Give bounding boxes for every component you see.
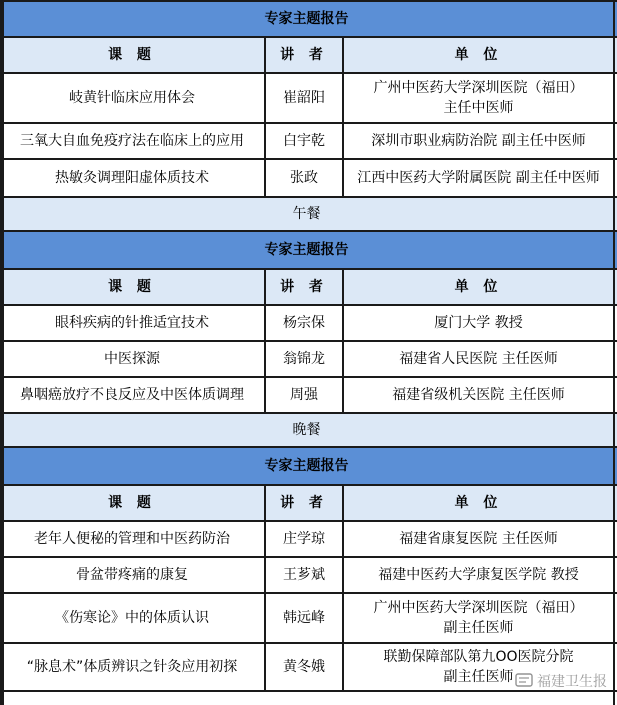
topic-cell: 骨盆带疼痛的康复 xyxy=(0,558,266,592)
section-title: 专家主题报告 xyxy=(264,11,349,27)
watermark xyxy=(515,671,607,691)
speaker-cell: 翁锦龙 xyxy=(266,342,344,376)
speaker-cell: 周强 xyxy=(266,378,344,412)
speaker-cell: 杨宗保 xyxy=(266,306,344,340)
header-speaker: 讲 者 xyxy=(266,38,344,72)
unit-cell: 福建省人民医院 主任医师 xyxy=(399,351,558,367)
table-row xyxy=(0,124,617,160)
topic-cell: 三氧大自血免疫疗法在临床上的应用 xyxy=(0,124,266,158)
table-row xyxy=(0,306,617,342)
speaker-cell: 庄学琼 xyxy=(266,522,344,556)
header-unit: 单 位 xyxy=(454,47,503,63)
meal-break-label: 午餐 xyxy=(292,206,321,222)
unit-line: 副主任医师 xyxy=(443,620,514,636)
section-title: 专家主题报告 xyxy=(264,458,349,474)
table-row xyxy=(0,160,617,198)
table-row xyxy=(0,558,617,594)
unit-line: 副主任医师 xyxy=(443,669,514,685)
speaker-cell: 黄冬娥 xyxy=(266,644,344,690)
speaker-cell: 崔韶阳 xyxy=(266,74,344,122)
header-topic: 课 题 xyxy=(0,486,266,520)
section-title: 专家主题报告 xyxy=(264,242,349,258)
header-speaker: 讲 者 xyxy=(266,270,344,304)
topic-cell: 老年人便秘的管理和中医药防治 xyxy=(0,522,266,556)
topic-cell: “脉息术”体质辨识之针灸应用初探 xyxy=(0,644,266,690)
unit-cell xyxy=(344,594,613,642)
topic-cell: 中医探源 xyxy=(0,342,266,376)
speaker-cell: 王芗斌 xyxy=(266,558,344,592)
unit-cell: 厦门大学 教授 xyxy=(434,315,523,331)
unit-line: 主任中医师 xyxy=(443,100,514,116)
speaker-cell: 白宇乾 xyxy=(266,124,344,158)
topic-cell: 《伤寒论》中的体质认识 xyxy=(0,594,266,642)
watermark-text: 福建卫生报 xyxy=(537,674,607,690)
table-row xyxy=(0,522,617,558)
header-unit: 单 位 xyxy=(454,279,503,295)
unit-cell: 福建省康复医院 主任医师 xyxy=(399,531,558,547)
unit-line: 联勤保障部队第九OO医院分院 xyxy=(383,649,574,665)
table-row xyxy=(0,342,617,378)
toutiao-logo-icon xyxy=(515,673,533,690)
unit-cell: 福建中医药大学康复医学院 教授 xyxy=(378,567,579,583)
header-unit: 单 位 xyxy=(454,495,503,511)
header-topic: 课 题 xyxy=(0,38,266,72)
unit-cell: 福建省级机关医院 主任医师 xyxy=(392,387,565,403)
header-topic: 课 题 xyxy=(0,270,266,304)
unit-cell xyxy=(344,74,613,122)
header-speaker: 讲 者 xyxy=(266,486,344,520)
column-header-row xyxy=(0,270,617,306)
table-row xyxy=(0,378,617,414)
table-left-border xyxy=(0,0,4,705)
column-header-row xyxy=(0,38,617,74)
unit-line: 广州中医药大学深圳医院（福田） xyxy=(373,80,584,96)
section-title-row xyxy=(0,232,617,270)
table-row xyxy=(0,74,617,124)
unit-line: 广州中医药大学深圳医院（福田） xyxy=(373,600,584,616)
topic-cell: 热敏灸调理阳虚体质技术 xyxy=(0,160,266,196)
meal-break-label: 晚餐 xyxy=(292,422,321,438)
unit-cell: 江西中医药大学附属医院 副主任中医师 xyxy=(357,170,600,186)
column-header-row xyxy=(0,486,617,522)
unit-cell: 深圳市职业病防治院 副主任中医师 xyxy=(371,133,586,149)
speaker-cell: 韩远峰 xyxy=(266,594,344,642)
speaker-cell: 张政 xyxy=(266,160,344,196)
section-title-row xyxy=(0,448,617,486)
topic-cell: 岐黄针临床应用体会 xyxy=(0,74,266,122)
topic-cell: 鼻咽癌放疗不良反应及中医体质调理 xyxy=(0,378,266,412)
section-title-row xyxy=(0,0,617,38)
topic-cell: 眼科疾病的针推适宜技术 xyxy=(0,306,266,340)
meal-break-row xyxy=(0,414,617,448)
table-row xyxy=(0,594,617,644)
meal-break-row xyxy=(0,198,617,232)
table-right-border xyxy=(613,0,615,705)
